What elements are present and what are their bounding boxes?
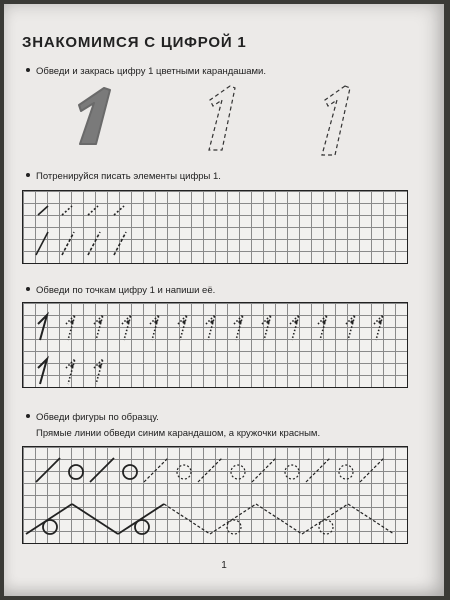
zigzag-segment: [256, 504, 302, 534]
circle-shape: [69, 465, 83, 479]
circle-shape: [177, 465, 191, 479]
task-text: Потренируйся писать элементы цифры 1.: [36, 171, 221, 182]
circle-shape: [231, 465, 245, 479]
task-text: Обведи по точкам цифру 1 и напиши её.: [36, 285, 216, 296]
task-trace-shapes-line2: Прямые линии обведи синим карандашом, а кружочки красным.: [36, 428, 321, 439]
circle-shape: [339, 465, 353, 479]
diagonal-line: [360, 458, 384, 482]
zigzag-segment: [348, 504, 394, 534]
diagonal-line: [198, 458, 222, 482]
zigzag-segment: [302, 504, 348, 534]
circle-shape: [123, 465, 137, 479]
page-title: ЗНАКОМИМСЯ С ЦИФРОЙ 1: [22, 34, 247, 51]
diagonal-line: [252, 458, 276, 482]
circle-shape: [135, 520, 149, 534]
zigzag-segment: [118, 504, 164, 534]
pattern-shapes: [4, 4, 444, 596]
task-text: Обведи и закрась цифру 1 цветными карандашами.: [36, 66, 266, 77]
circle-shape: [285, 465, 299, 479]
zigzag-segment: [164, 504, 210, 534]
page-number: 1: [221, 560, 227, 571]
diagonal-line: [144, 458, 168, 482]
diagonal-line: [36, 458, 60, 482]
task-text: Обведи фигуры по образцу.: [36, 412, 159, 423]
workbook-page: [4, 4, 444, 596]
zigzag-segment: [26, 504, 72, 534]
zigzag-segment: [210, 504, 256, 534]
zigzag-segment: [72, 504, 118, 534]
diagonal-line: [90, 458, 114, 482]
circle-shape: [43, 520, 57, 534]
diagonal-line: [306, 458, 330, 482]
